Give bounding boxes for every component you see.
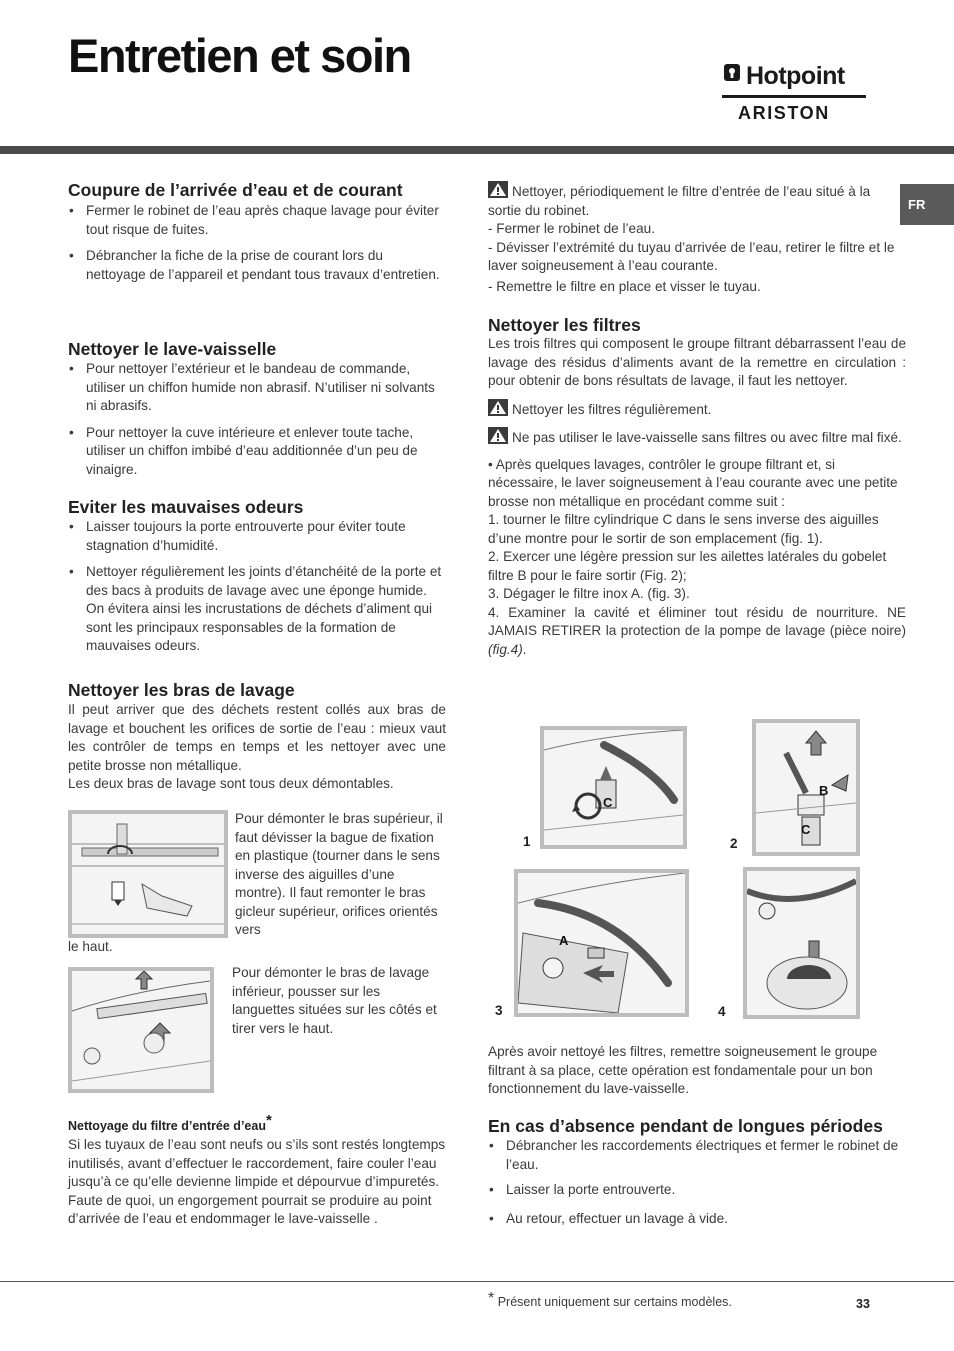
paragraph: Il peut arriver que des déchets restent collés aux bras de lavage et bouchent les orifices de sortie de l’eau : mieux vaut les contrôler de temps en temps et les nettoyer avec une petite brosse non métallique. (68, 702, 446, 773)
section-clean-filters: Nettoyer les filtres Les trois filtres qui composent le groupe filtrant débarrassent l’eau de lavage des résidus d’aliments avant de la remettre en circulation : pour obtenir de bons résultats de lavage, il faut les nettoyer. Nettoyer les filtres régulièrement. Ne pas utiliser le lave-vaisselle sans filtres ou avec filtre mal fixé. • Après quelques lavages, contrôler le groupe filtrant et, si nécessaire, le laver soigneusement à l’eau courante avec une petite brosse non métallique en procédant comme suit : 1. tourner le filtre cylindrique C dans le sens inverse des aiguilles d’une montre pour le sortir de son emplacement (fig. 1). 2. Exercer une légère pression sur les ailettes latérales du gobelet filtre B pour le faire sortir (Fig. 2); 3. Dégager le filtre inox A. (fig. 3). 4. Examiner la cavité et éliminer tout résidu de nourriture. NE JAMAIS RETIRER la protection de la pompe de lavage (pièce noire) (fig.4). (488, 315, 906, 657)
label-c: C (603, 795, 613, 810)
footnote-text: Présent uniquement sur certains modèles. (497, 1295, 732, 1309)
language-tab: FR (900, 184, 954, 225)
section-title: Coupure de l’arrivée d’eau et de courant (68, 180, 403, 200)
label-c: C (801, 822, 811, 837)
warning-icon (488, 399, 508, 416)
warning-icon (488, 181, 508, 198)
warning-icon (488, 427, 508, 444)
list-item: • Au retour, effectuer un lavage à vide. (488, 1210, 906, 1229)
section-water-power (68, 181, 446, 284)
figure-lower-spray-arm (68, 967, 214, 1093)
section-inlet-filter (68, 1113, 446, 1229)
label-b: B (819, 783, 829, 798)
warning-text: Nettoyer les filtres régulièrement. (512, 401, 712, 417)
figure-number: 3 (495, 1003, 503, 1018)
figure-reference: (fig.4) (488, 641, 523, 657)
footnote-star: * (265, 1112, 272, 1129)
procedure-step: 1. tourner le filtre cylindrique C dans le sens inverse des aiguilles d’une montre pour le sortir de son emplacement (fig. 1). (488, 512, 879, 546)
page-number: 33 (856, 1297, 870, 1311)
procedure-step: 4. Examiner la cavité et éliminer tout résidu de nourriture. NE JAMAIS RETIRER la protection de la pompe de lavage (pièce noire) (488, 604, 906, 638)
figure-3 (514, 869, 689, 1017)
figure-number: 2 (730, 836, 738, 851)
list-item: • Débrancher la fiche de la prise de courant lors du nettoyage de l’appareil et pendant tous travaux d’entretien. (68, 247, 446, 284)
warning-text: Nettoyer, périodiquement le filtre d’entrée de l’eau situé à la sortie du robinet. (488, 184, 871, 218)
section-inlet-filter-steps (488, 181, 906, 296)
step: - Fermer le robinet de l’eau. (488, 221, 655, 236)
procedure-step: 3. Dégager le filtre inox A. (fig. 3). (488, 586, 690, 601)
list-item: • Fermer le robinet de l’eau après chaque lavage pour éviter tout risque de fuites. (68, 202, 446, 239)
section-title: Nettoyer les bras de lavage (68, 680, 295, 700)
warning-text: Ne pas utiliser le lave-vaisselle sans filtres ou avec filtre mal fixé. (512, 430, 902, 445)
list-item: • Laisser toujours la porte entrouverte pour éviter toute stagnation d’humidité. (68, 518, 446, 555)
logo-wordmark-bottom: ARISTON (738, 103, 830, 123)
paragraph: Les deux bras de lavage sont tous deux démontables. (68, 776, 394, 791)
section-title: En cas d’absence pendant de longues périodes (488, 1116, 883, 1136)
list-item: • Pour nettoyer la cuve intérieure et enlever toute tache, utiliser un chiffon imbibé d’eau additionnée d’un peu de vinaigre. (68, 424, 446, 480)
list-item: • Laisser la porte entrouverte. (488, 1181, 906, 1200)
section-title: Nettoyer le lave-vaisselle (68, 339, 277, 359)
upper-spray-arm-illustration-icon (72, 814, 224, 934)
step: - Remettre le filtre en place et visser le tuyau. (488, 278, 761, 294)
list-item: • Pour nettoyer l’extérieur et le bandeau de commande, utiliser un chiffon humide non abrasif. N’utiliser ni solvants ni abrasifs. (68, 360, 446, 416)
section-odours (68, 498, 446, 656)
page-title: Entretien et soin (68, 29, 411, 82)
section-clean-dishwasher (68, 340, 446, 479)
filter-a-release-icon (518, 873, 685, 1013)
figure-upper-spray-arm (68, 810, 228, 938)
figure-number: 4 (718, 1004, 726, 1019)
lower-arm-instructions: Pour démonter le bras de lavage inférieur, pousser sur les languettes situées sur les côtés et tirer vers le haut. (232, 965, 437, 1036)
header-divider (0, 146, 954, 154)
procedure-step: • Après quelques lavages, contrôler le groupe filtrant et, si nécessaire, le laver soigneusement à l’eau courante avec une petite brosse non métallique en procédant comme suit : (488, 456, 898, 509)
filter-c-rotation-icon (544, 730, 683, 845)
section-spray-arms (68, 681, 446, 794)
lower-spray-arm-illustration-icon (72, 971, 210, 1089)
footer-divider (0, 1281, 954, 1282)
step: - Dévisser l’extrémité du tuyau d’arrivée de l’eau, retirer le filtre et le laver soigneusement à l’eau courante. (488, 239, 895, 273)
brand-logo (722, 62, 868, 126)
pump-protection-icon (747, 871, 856, 1015)
figure-1 (540, 726, 687, 849)
footnote-star: * (488, 1290, 495, 1307)
logo-wordmark-top: Hotpoint (746, 62, 845, 90)
procedure-step: 2. Exercer une légère pression sur les ailettes latérales du gobelet filtre B pour le faire sortir (Fig. 2); (488, 549, 887, 583)
paragraph: Si les tuyaux de l’eau sont neufs ou s’ils sont restés longtemps inutilisés, avant d’effectuer le raccordement, faire couler l’eau jusqu’à ce qu’elle devienne limpide et dépourvue d’impuretés. Faute de quoi, un engorgement pourrait se produire au point d’arrivée de l’eau et endommager le lave-vaisselle . (68, 1137, 446, 1227)
list-item: • Nettoyer régulièrement les joints d’étanchéité de la porte et des bacs à produits de lavage avec une éponge humide. On évitera ainsi les incrustations de déchets d’aliment qui sont les principaux responsables de la formation de mauvaises odeurs. (68, 563, 446, 656)
label-a: A (559, 933, 569, 948)
upper-arm-instructions: Pour démonter le bras supérieur, il faut dévisser la bague de fixation en plastique (tourner dans le sens inverse des aiguilles d’une montre). Il faut remonter le bras gicleur supérieur, orifices orientés vers (235, 811, 443, 937)
paragraph: Les trois filtres qui composent le groupe filtrant débarrassent l’eau de lavage des résidus d’aliments avant de la remettre en circulation : pour obtenir de bons résultats de lavage, il faut les nettoyer. (488, 336, 906, 388)
section-absence (488, 1117, 906, 1228)
figure-4 (743, 867, 860, 1019)
list-item: • Débrancher les raccordements électriques et fermer le robinet de l’eau. (488, 1137, 906, 1174)
section-title: Eviter les mauvaises odeurs (68, 497, 304, 517)
figure-number: 1 (523, 834, 531, 849)
footnote (488, 1290, 732, 1309)
after-cleaning-paragraph: Après avoir nettoyé les filtres, remettre soigneusement le groupe filtrant à sa place, cette opération est fondamentale pour un bon fonctionnement du lave-vaisselle. (488, 1044, 878, 1096)
section-title: Nettoyer les filtres (488, 315, 641, 335)
upper-arm-instructions-end: le haut. (68, 939, 113, 954)
subsection-title: Nettoyage du filtre d’entrée d’eau (68, 1119, 266, 1134)
